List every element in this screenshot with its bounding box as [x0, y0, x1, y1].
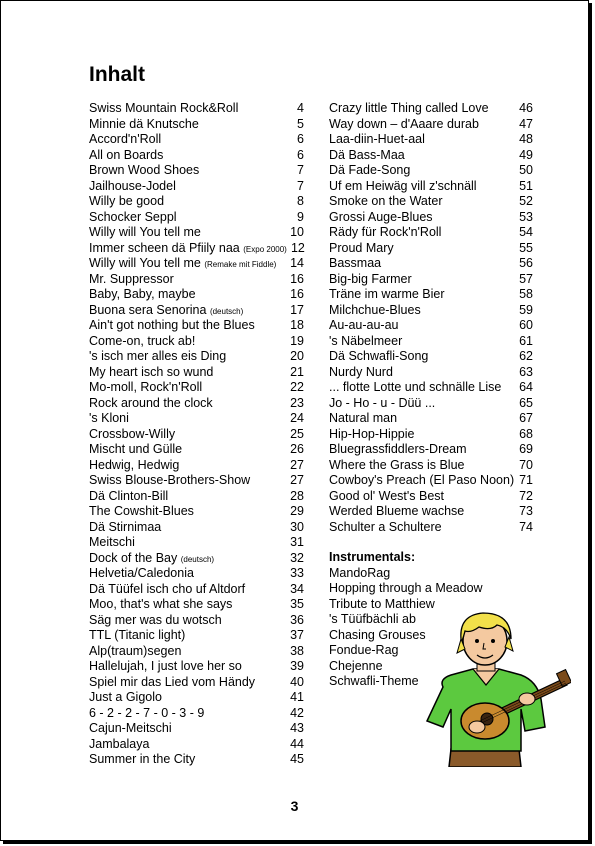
toc-entry: [89, 473, 304, 489]
toc-entry: [329, 256, 533, 272]
toc-entry-title: Cajun-Meitschi: [89, 721, 172, 735]
toc-entry: [89, 148, 304, 164]
toc-entry-title: Moo, that's what she says: [89, 597, 233, 611]
toc-entry-page: 30: [290, 519, 304, 534]
toc-entry-page: 51: [519, 178, 533, 193]
toc-entry-title: Dä Tüüfel isch cho uf Altdorf: [89, 581, 246, 596]
toc-entry: [329, 287, 533, 303]
toc-entry: [89, 504, 304, 520]
toc-entry: [329, 132, 533, 148]
toc-entry-title: Summer in the City: [89, 752, 196, 766]
toc-entry-page: 27: [290, 473, 304, 487]
toc-entry-page: 4: [297, 101, 304, 115]
toc-entry-note: (deutsch): [180, 554, 215, 564]
toc-entry: [329, 427, 533, 443]
toc-entry-page: 10: [290, 225, 304, 239]
toc-entry-page: 25: [290, 426, 304, 441]
toc-entry-title: Dä Bass-Maa: [329, 147, 405, 162]
toc-entry-page: 28: [290, 488, 304, 503]
toc-entry: [89, 489, 304, 505]
page-title: Inhalt: [89, 63, 145, 86]
toc-entry: [89, 241, 304, 257]
toc-entry-page: 57: [519, 271, 533, 286]
toc-entry-title: Smoke on the Water: [329, 194, 443, 208]
toc-entry-page: 18: [290, 318, 304, 332]
toc-entry-page: 69: [519, 442, 533, 456]
toc-entry-page: 9: [297, 209, 304, 224]
toc-entry-title: ... flotte Lotte und schnälle Lise: [329, 380, 502, 394]
instrumental-entry: Chejenne: [329, 658, 383, 673]
toc-entry-title: Come-on, truck ab!: [89, 333, 196, 348]
toc-entry-title: Minnie dä Knutsche: [89, 116, 199, 131]
toc-entry: [89, 194, 304, 210]
toc-entry: [89, 659, 304, 675]
toc-entry-page: 8: [297, 194, 304, 208]
toc-entry-page: 48: [519, 132, 533, 146]
toc-entry-page: 19: [290, 333, 304, 348]
toc-entry-page: 7: [297, 178, 304, 193]
toc-entry-page: 62: [519, 349, 533, 363]
instrumental-entry: Chasing Grouses: [329, 627, 426, 642]
toc-entry-title: Dä Clinton-Bill: [89, 488, 169, 503]
toc-entry-title-wrap: [89, 303, 243, 319]
instrumental-entry: 's Tüüfbächli ab: [329, 612, 416, 626]
toc-entry-page: 67: [519, 411, 533, 425]
toc-entry-title-wrap: [89, 551, 214, 567]
toc-entry-title: Schocker Seppl: [89, 209, 177, 224]
toc-entry: [89, 752, 304, 768]
toc-entry-page: 46: [519, 101, 533, 115]
toc-entry: [329, 179, 533, 195]
toc-entry-title: Uf em Heiwäg vill z'schnäll: [329, 178, 477, 193]
toc-entry-page: 60: [519, 318, 533, 332]
toc-entry-page: 26: [290, 442, 304, 456]
toc-right-list: [329, 101, 533, 535]
toc-entry-title: Jo - Ho - u - Düü ...: [329, 395, 436, 410]
toc-entry-page: 56: [519, 256, 533, 270]
toc-entry-title: Good ol' West's Best: [329, 488, 445, 503]
toc-entry-title: Willy will You tell me: [89, 225, 201, 239]
toc-entry: [89, 628, 304, 644]
toc-entry: [89, 380, 304, 396]
toc-entry-title: Way down – d'Aaare durab: [329, 116, 479, 131]
toc-entry-page: 74: [519, 519, 533, 534]
toc-entry-page: 32: [290, 550, 304, 565]
toc-entry: [89, 458, 304, 474]
toc-entry-page: 7: [297, 163, 304, 177]
toc-entry-title: Crossbow-Willy: [89, 426, 176, 441]
toc-entry-title: Werded Blueme wachse: [329, 504, 465, 518]
toc-entry-title: Where the Grass is Blue: [329, 457, 465, 472]
toc-entry-title: Schulter a Schultere: [329, 519, 442, 534]
toc-entry-page: 61: [519, 333, 533, 348]
toc-entry-title: Dock of the Bay: [89, 550, 178, 565]
toc-entry: [329, 225, 533, 241]
toc-entry: [89, 117, 304, 133]
toc-entry: [329, 318, 533, 334]
toc-entry: [89, 520, 304, 536]
toc-entry: [329, 148, 533, 164]
toc-entry: [89, 427, 304, 443]
toc-entry-title: Willy be good: [89, 194, 165, 208]
toc-entry: [329, 473, 533, 489]
toc-entry-title: Dä Fade-Song: [329, 163, 411, 177]
instrumental-entry: Hopping through a Meadow: [329, 581, 483, 595]
toc-entry: [89, 582, 304, 598]
toc-entry-note: (deutsch): [209, 306, 244, 316]
toc-entry-page: 59: [519, 302, 533, 317]
toc-entry-title: Säg mer was du wotsch: [89, 612, 222, 627]
toc-entry: [329, 163, 533, 179]
toc-entry: [89, 163, 304, 179]
toc-entry-page: 6: [297, 132, 304, 146]
toc-entry-note: (Expo 2000): [243, 244, 287, 254]
toc-entry-title: TTL (Titanic light): [89, 628, 186, 642]
toc-entry-title: Meitschi: [89, 535, 135, 549]
toc-entry-title: Mr. Suppressor: [89, 271, 174, 286]
toc-entry-title-wrap: [89, 256, 276, 272]
toc-entry-page: 73: [519, 504, 533, 518]
toc-entry: [89, 551, 304, 567]
mandolin-player-illustration: [421, 609, 571, 767]
toc-entry-page: 37: [290, 628, 304, 642]
toc-entry: [89, 675, 304, 691]
instrumental-entry: Fondue-Rag: [329, 643, 399, 657]
toc-entry-title: The Cowshit-Blues: [89, 504, 194, 518]
toc-entry-page: 38: [290, 643, 304, 658]
toc-entry-page: 22: [290, 380, 304, 394]
toc-entry: [89, 132, 304, 148]
toc-entry: [89, 597, 304, 613]
toc-entry-title: Rädy für Rock'n'Roll: [329, 225, 442, 239]
toc-entry-title-wrap: [89, 241, 287, 257]
toc-entry-page: 44: [290, 736, 304, 751]
toc-left-column: [89, 101, 304, 768]
instrumental-entry: Schwafli-Theme: [329, 674, 419, 688]
toc-entry: [329, 194, 533, 210]
toc-entry-title: Alp(traum)segen: [89, 643, 182, 658]
toc-entry-note: (Remake mit Fiddle): [204, 260, 277, 269]
toc-entry: [89, 179, 304, 195]
toc-entry: [89, 210, 304, 226]
toc-entry-title: Dä Stirnimaa: [89, 519, 162, 534]
toc-entry: [89, 287, 304, 303]
toc-entry-page: 27: [290, 457, 304, 472]
toc-entry-title: Big-big Farmer: [329, 271, 412, 286]
toc-entry-title: Spiel mir das Lied vom Händy: [89, 674, 256, 689]
toc-entry-page: 14: [290, 256, 304, 270]
toc-entry: [329, 458, 533, 474]
toc-entry-title: 6 - 2 - 2 - 7 - 0 - 3 - 9: [89, 705, 205, 720]
toc-entry: [329, 442, 533, 458]
toc-entry-title: Milchchue-Blues: [329, 302, 421, 317]
toc-entry: [329, 101, 533, 117]
page-number: 3: [290, 798, 299, 814]
toc-entry-page: 54: [519, 225, 533, 239]
toc-entry-page: 29: [290, 504, 304, 518]
toc-entry-title: Träne im warme Bier: [329, 287, 445, 301]
toc-entry: [89, 365, 304, 381]
toc-entry: [89, 411, 304, 427]
toc-entry-title: Immer scheen dä Pfiily naa: [89, 240, 240, 255]
toc-entry-title: My heart isch so wund: [89, 364, 214, 379]
toc-entry-title: Au-au-au-au: [329, 318, 399, 332]
toc-entry-title: Proud Mary: [329, 240, 394, 255]
toc-entry-page: 6: [297, 147, 304, 162]
toc-entry-title: Grossi Auge-Blues: [329, 209, 433, 224]
toc-entry-title: Jailhouse-Jodel: [89, 178, 176, 193]
toc-entry-page: 36: [290, 612, 304, 627]
toc-entry: [329, 117, 533, 133]
toc-entry: [89, 644, 304, 660]
toc-entry-page: 39: [290, 659, 304, 673]
toc-entry-page: 21: [290, 364, 304, 379]
toc-entry-title: Hedwig, Hedwig: [89, 457, 180, 472]
toc-entry-page: 65: [519, 395, 533, 410]
toc-entry-page: 31: [290, 535, 304, 549]
toc-entry: [329, 349, 533, 365]
toc-entry: [329, 365, 533, 381]
toc-entry: [89, 303, 304, 319]
toc-entry: [89, 396, 304, 412]
toc-entry: [89, 101, 304, 117]
toc-entry-title: Bluegrassfiddlers-Dream: [329, 442, 467, 456]
toc-entry: [89, 706, 304, 722]
toc-entry-page: 43: [290, 721, 304, 735]
toc-entry-page: 64: [519, 380, 533, 394]
toc-entry-title: Crazy little Thing called Love: [329, 101, 489, 115]
toc-entry-title: Swiss Mountain Rock&Roll: [89, 101, 239, 115]
toc-entry-page: 50: [519, 163, 533, 177]
toc-entry-page: 68: [519, 426, 533, 441]
toc-entry: [89, 334, 304, 350]
toc-entry-title: All on Boards: [89, 147, 164, 162]
toc-entry: [329, 380, 533, 396]
toc-entry-page: 58: [519, 287, 533, 301]
toc-entry-title: Laa-diin-Huet-aal: [329, 132, 425, 146]
toc-entry-title: Mischt und Gülle: [89, 442, 183, 456]
toc-entry-page: 52: [519, 194, 533, 208]
toc-entry-page: 40: [290, 674, 304, 689]
toc-entry-page: 23: [290, 395, 304, 410]
toc-entry-title: Rock around the clock: [89, 395, 213, 410]
toc-entry-title: Hallelujah, I just love her so: [89, 659, 242, 673]
toc-entry-page: 16: [290, 287, 304, 301]
toc-entry: [89, 318, 304, 334]
toc-entry: [89, 349, 304, 365]
toc-entry-title: Jambalaya: [89, 736, 150, 751]
toc-entry: [89, 721, 304, 737]
toc-entry-title: Swiss Blouse-Brothers-Show: [89, 473, 251, 487]
toc-entry: [329, 303, 533, 319]
toc-entry-page: 35: [290, 597, 304, 611]
toc-entry-page: 17: [290, 302, 304, 317]
toc-entry: [89, 225, 304, 241]
toc-entry-title: Cowboy's Preach (El Paso Noon): [329, 473, 515, 487]
toc-entry-page: 34: [290, 581, 304, 596]
toc-entry-title: Willy will You tell me: [89, 256, 201, 270]
instrumental-entry: MandoRag: [329, 565, 391, 580]
toc-entry-page: 20: [290, 349, 304, 363]
toc-entry: [329, 241, 533, 257]
toc-entry: [89, 690, 304, 706]
toc-entry-title: Helvetia/Caledonia: [89, 566, 194, 580]
instrumentals-heading: Instrumentals:: [329, 550, 416, 564]
toc-entry-page: 33: [290, 566, 304, 580]
toc-entry-page: 12: [290, 240, 305, 255]
toc-entry: [329, 210, 533, 226]
toc-entry-page: 16: [290, 271, 304, 286]
toc-entry: [329, 489, 533, 505]
toc-entry-page: 5: [297, 116, 304, 131]
toc-entry-page: 55: [519, 240, 533, 255]
toc-entry: [89, 566, 304, 582]
toc-entry: [89, 256, 304, 272]
toc-right-column: [329, 101, 533, 690]
toc-entry: [89, 272, 304, 288]
toc-entry-title: Ain't got nothing but the Blues: [89, 318, 255, 332]
toc-entry-page: 24: [290, 411, 304, 425]
toc-entry-page: 53: [519, 209, 533, 224]
toc-entry: [329, 272, 533, 288]
toc-entry-title: Hip-Hop-Hippie: [329, 426, 415, 441]
toc-entry: [89, 442, 304, 458]
toc-entry-title: Accord'n'Roll: [89, 132, 162, 146]
toc-entry-page: 49: [519, 147, 533, 162]
toc-entry-page: 70: [519, 457, 533, 472]
toc-entry-title: Brown Wood Shoes: [89, 163, 200, 177]
toc-entry-page: 45: [290, 752, 304, 766]
toc-entry-title: Dä Schwafli-Song: [329, 349, 429, 363]
toc-entry-title: Baby, Baby, maybe: [89, 287, 196, 301]
toc-entry-title: Nurdy Nurd: [329, 364, 393, 379]
toc-entry-page: 42: [290, 705, 304, 720]
toc-entry: [329, 411, 533, 427]
toc-entry-title: Natural man: [329, 411, 398, 425]
toc-entry: [329, 334, 533, 350]
toc-entry: [329, 520, 533, 536]
toc-entry-title: Just a Gigolo: [89, 690, 162, 704]
toc-entry-page: 72: [519, 488, 533, 503]
toc-entry: [89, 535, 304, 551]
toc-entry-title: Buona sera Senorina: [89, 302, 207, 317]
instrumental-entry: Tribute to Matthiew: [329, 596, 435, 611]
toc-entry: [329, 396, 533, 412]
toc-entry-title: 's isch mer alles eis Ding: [89, 349, 227, 363]
toc-entry-title: Mo-moll, Rock'n'Roll: [89, 380, 203, 394]
toc-entry-page: 63: [519, 364, 533, 379]
toc-entry-title: 's Kloni: [89, 411, 129, 425]
toc-entry-page: 41: [290, 690, 304, 704]
toc-entry: [89, 737, 304, 753]
toc-entry-title: 's Näbelmeer: [329, 333, 403, 348]
toc-entry-page: 47: [519, 116, 533, 131]
toc-entry: [329, 504, 533, 520]
toc-entry-page: 71: [519, 473, 533, 487]
toc-entry: [89, 613, 304, 629]
toc-entry-title: Bassmaa: [329, 256, 382, 270]
